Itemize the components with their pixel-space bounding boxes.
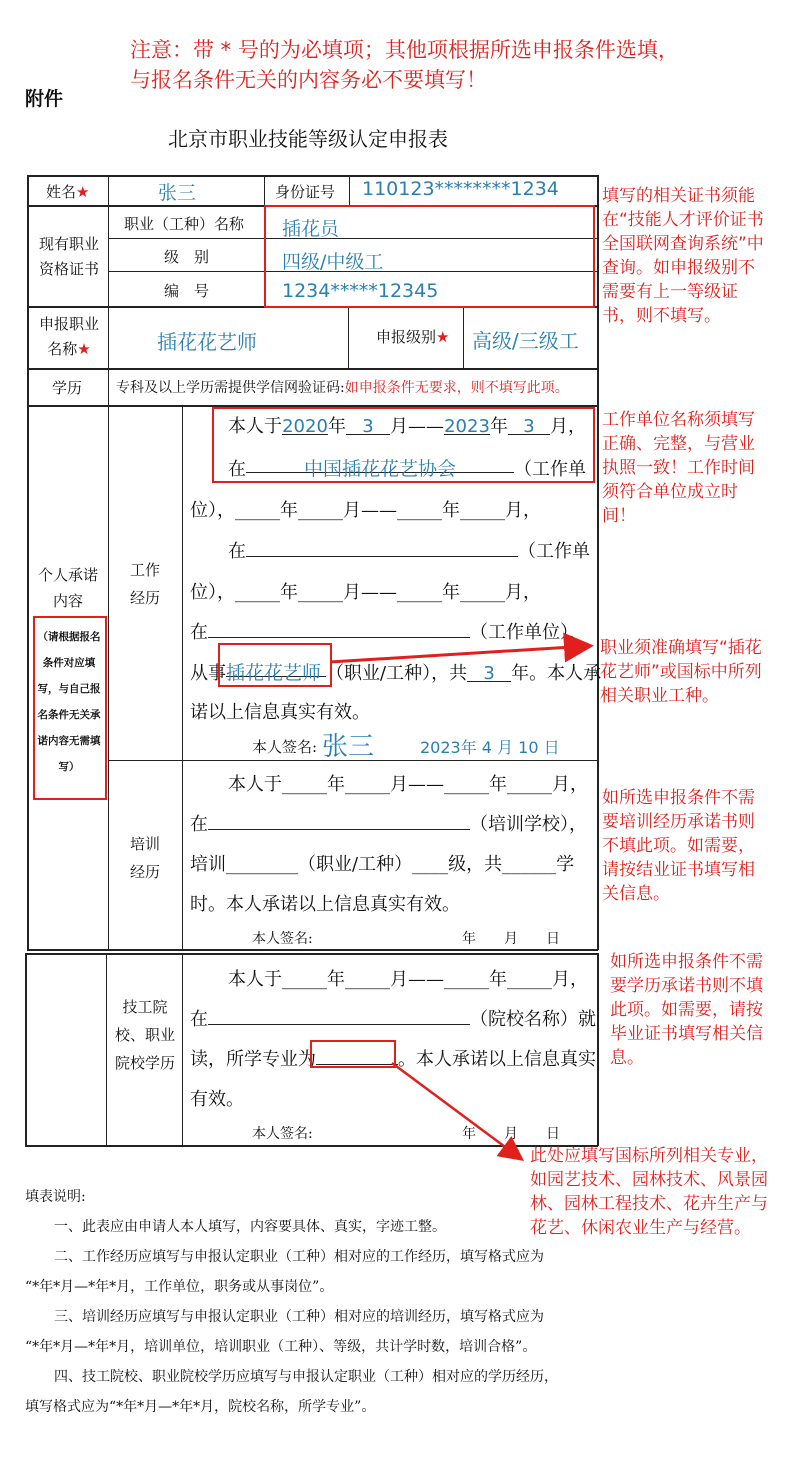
annotation-major: 此处应填写国标所列相关专业，如园艺技术、园林技术、风景园林、园林工程技术、花卉生产与花艺、休闲农业生产与经营。 bbox=[530, 1146, 768, 1238]
work-year-from[interactable]: 2020 bbox=[282, 416, 328, 437]
work-line-8: 诺以上信息真实有效。 bbox=[190, 702, 370, 723]
school-line-4: 有效。 bbox=[190, 1089, 244, 1110]
work-company-field[interactable]: 中国插花花艺协会 bbox=[246, 454, 514, 473]
work-line-2: 在 中国插花花艺协会 （工作单 bbox=[228, 454, 586, 481]
school-line-3: 读，所学专业为 。本人承诺以上信息真实 bbox=[190, 1045, 596, 1071]
work-line-6: 在 （工作单位）， bbox=[190, 618, 587, 644]
cert-section-label: 现有职业资格证书 bbox=[38, 235, 99, 278]
instruction-item: “*年*月—*年*月，工作单位，职务或从事岗位”。 bbox=[25, 1279, 334, 1295]
occupation-arrow bbox=[330, 646, 588, 662]
cert-occupation-label: 职业（工种）名称 bbox=[124, 215, 245, 233]
instruction-item: 四、技工院校、职业院校学历应填写与申报认定职业（工种）相对应的学历经历， bbox=[54, 1369, 558, 1385]
annotation-training: 如所选申报条件不需要培训经历承诺书则不填此项。如需要，请按结业证书填写相关信息。 bbox=[602, 788, 755, 904]
instruction-item: 填写格式应为“*年*月—*年*月，院校名称，所学专业”。 bbox=[25, 1399, 376, 1415]
school-label: 技工院校、职业院校学历 bbox=[114, 998, 175, 1072]
instruction-item: 一、此表应由申请人本人填写，内容要具体、真实，字迹工整。 bbox=[54, 1219, 446, 1235]
cert-level-field[interactable]: 四级/中级工 bbox=[282, 251, 384, 273]
education-label: 学历 bbox=[52, 379, 83, 397]
work-occupation-field[interactable]: 插花花艺师 bbox=[226, 658, 326, 677]
work-line-4: 在 （工作单 bbox=[228, 537, 590, 563]
annotation-occupation: 职业须准确填写“插花花艺师”或国标中所列相关职业工种。 bbox=[600, 638, 762, 706]
work-line-7: 从事插花花艺师 （职业/工种），共 3 年。本人承 bbox=[190, 658, 601, 685]
school-line-1: 本人于_____年_____月——_____年_____月， bbox=[228, 969, 588, 990]
name-field[interactable]: 张三 bbox=[158, 182, 197, 204]
work-label: 工作经历 bbox=[130, 561, 161, 607]
work-line-1: 本人于2020年 3 月——2023年 3 月， bbox=[228, 416, 586, 437]
training-line-1: 本人于_____年_____月——_____年_____月， bbox=[228, 774, 588, 795]
apply-level-label: 申报级别★ bbox=[376, 328, 450, 346]
annotation-work-unit: 工作单位名称须填写正确、完整，与营业执照一致！工作时间须符合单位成立时间！ bbox=[602, 410, 755, 526]
work-month-to[interactable]: 3 bbox=[508, 416, 550, 435]
instruction-item: 三、培训经历应填写与申报认定职业（工种）相对应的培训经历，填写格式应为 bbox=[54, 1309, 544, 1325]
education-note: 如申报条件无要求，则不填写此项。 bbox=[344, 380, 569, 396]
work-signature[interactable]: 张三 bbox=[322, 732, 375, 762]
work-sign-date[interactable]: 2023年 4 月 10 日 bbox=[420, 738, 560, 757]
major-arrow bbox=[392, 1063, 520, 1158]
required-star-icon: ★ bbox=[76, 183, 90, 201]
required-star-icon: ★ bbox=[77, 340, 91, 358]
attachment-label: 附件 bbox=[25, 88, 64, 110]
school-sign-label: 本人签名: bbox=[252, 1126, 313, 1142]
annotation-school: 如所选申报条件不需要学历承诺书则不填此项。如需要，请按毕业证书填写相关信息。 bbox=[610, 952, 763, 1068]
instructions-title: 填表说明: bbox=[25, 1189, 86, 1205]
work-years-field[interactable]: 3 bbox=[467, 663, 511, 682]
training-line-2: 在 （培训学校）， bbox=[190, 810, 587, 836]
cert-number-field[interactable]: 1234*****12345 bbox=[282, 280, 439, 302]
work-sign-label: 本人签名: bbox=[252, 738, 318, 756]
instruction-item: “*年*月—*年*月，培训单位，培训职业（工种）、等级，共计学时数，培训合格”。 bbox=[25, 1339, 537, 1355]
notice-line-1: 注意：带 * 号的为必填项；其他项根据所选申报条件选填， bbox=[130, 38, 679, 62]
training-sign-date: 年 月 日 bbox=[462, 931, 560, 947]
work-line-5: 位），_____年_____月——_____年_____月， bbox=[190, 582, 541, 603]
work-year-to[interactable]: 2023 bbox=[444, 416, 490, 437]
education-text: 专科及以上学历需提供学信网验证码:如申报条件无要求，则不填写此项。 bbox=[116, 380, 569, 396]
training-line-4: 时。本人承诺以上信息真实有效。 bbox=[190, 894, 460, 915]
name-label: 姓名★ bbox=[46, 183, 90, 201]
training-label: 培训经历 bbox=[130, 835, 161, 881]
commitment-note: （请根据报名条件对应填写，与自己报名条件无关承诺内容无需填写） bbox=[37, 631, 101, 773]
notice-line-2: 与报名条件无关的内容务必不要填写！ bbox=[130, 68, 487, 92]
instruction-item: 二、工作经历应填写与申报认定职业（工种）相对应的工作经历，填写格式应为 bbox=[54, 1249, 544, 1265]
apply-occupation-field[interactable]: 插花花艺师 bbox=[157, 330, 257, 354]
page-title: 北京市职业技能等级认定申报表 bbox=[168, 127, 448, 151]
commitment-label: 个人承诺内容 bbox=[37, 566, 98, 610]
school-sign-date: 年 月 日 bbox=[462, 1126, 560, 1142]
training-line-3: 培训________（职业/工种）____级，共______学 bbox=[190, 854, 575, 875]
apply-occupation-label: 申报职业名称★ bbox=[38, 315, 99, 358]
work-line-3: 位），_____年_____月——_____年_____月， bbox=[190, 500, 541, 521]
cert-number-label: 编 号 bbox=[164, 282, 210, 300]
cert-occupation-field[interactable]: 插花员 bbox=[282, 218, 340, 240]
training-sign-label: 本人签名: bbox=[252, 931, 313, 947]
cert-level-label: 级 别 bbox=[164, 248, 210, 266]
required-star-icon: ★ bbox=[436, 328, 450, 346]
school-line-2: 在 （院校名称）就 bbox=[190, 1005, 596, 1031]
annotation-cert: 填写的相关证书须能在“技能人才评价证书全国联网查询系统”中查询。如申报级别不需要有上一等级证书，则不填写。 bbox=[602, 186, 764, 326]
apply-level-field[interactable]: 高级/三级工 bbox=[472, 329, 579, 353]
work-month-from[interactable]: 3 bbox=[346, 416, 390, 435]
id-label: 身份证号 bbox=[275, 183, 336, 201]
id-field[interactable]: 110123********1234 bbox=[362, 178, 559, 200]
